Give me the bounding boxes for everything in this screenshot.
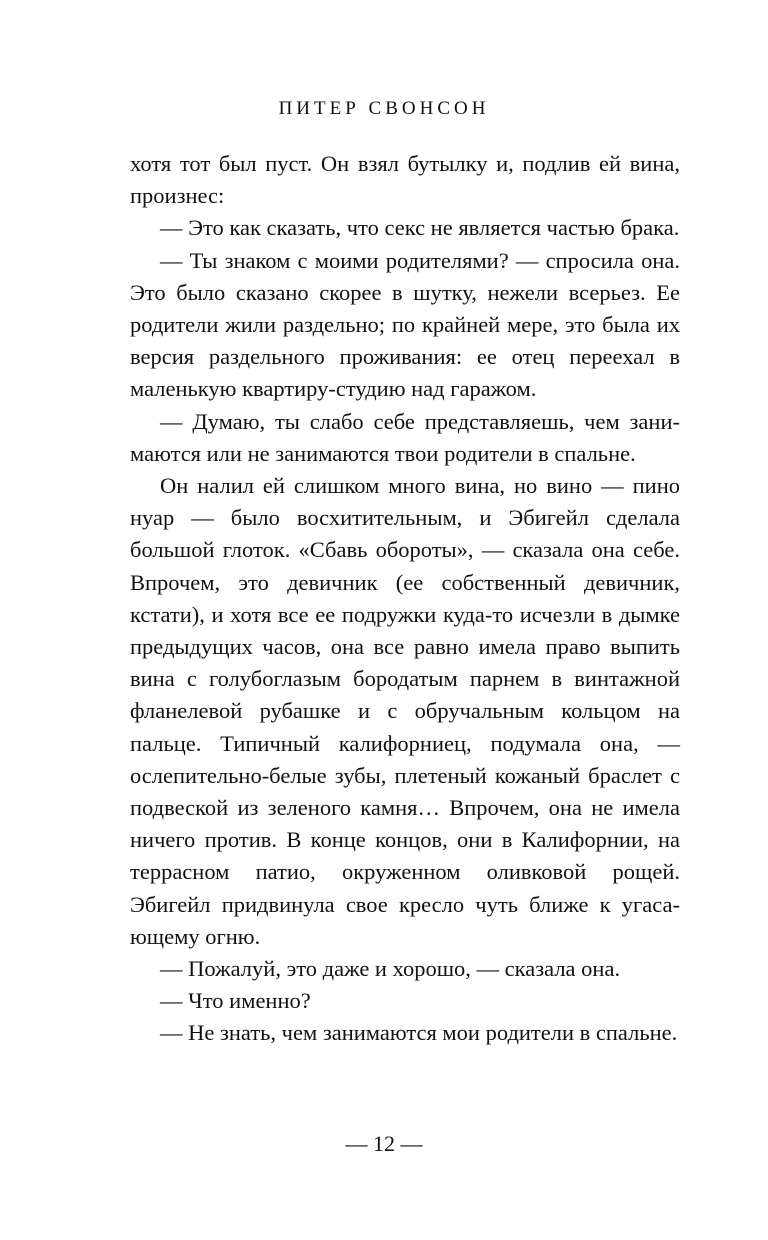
paragraph: хотя тот был пуст. Он взял бутылку и, подлив ей вина, произнес: (130, 151, 680, 209)
paragraph: — Пожалуй, это даже и хорошо, — сказала она. (160, 956, 621, 982)
paragraph: Он налил ей слишком много вина, но вино — пино нуар — было восхитительным, и Эбигейл сделала большой глоток. «Сбавь обороты», — сказала она себе. Впрочем, это девичник (ее собственный девичник, кстати), и хотя все ее подружки куда-то исчезли в дымке предыдущих часов, она все равно имела право выпить вина с голубоглазым бородатым парнем в винтажной фланелевой рубашке и с обручальным кольцом на пальце. Типичный калифорниец, подумала она, — ослепительно-белые зубы, плетеный кожаный браслет с подвеской из зеленого камня… Впрочем, она не имела ничего против. В конце концов, они в Калифорнии, на террасном патио, окруженном оливковой рощей. Эбигейл придвинула свое кресло чуть ближе к угасающему огню. (130, 473, 680, 949)
body-text (130, 148, 680, 1050)
paragraph: — Ты знаком с моими родителями? — спросила она. Это было сказано скорее в шутку, нежели всерьез. Ее родители жили раздельно; по крайней мере, это была их версия раздельного проживания: ее отец переехал в маленькую квартиру-студию над гаражом. (130, 247, 680, 402)
paragraph: — Это как сказать, что секс не является частью брака. (160, 215, 680, 241)
page-number: — 12 — (345, 1131, 423, 1156)
running-head: ПИТЕР СВОНСОН (278, 98, 490, 119)
paragraph: — Думаю, ты слабо себе представляешь, чем занимаются или не занимаются твои родители в спальне. (130, 408, 680, 466)
paragraph: — Что именно? (160, 988, 311, 1014)
paragraph: — Не знать, чем занимаются мои родители в спальне. (160, 1020, 678, 1046)
